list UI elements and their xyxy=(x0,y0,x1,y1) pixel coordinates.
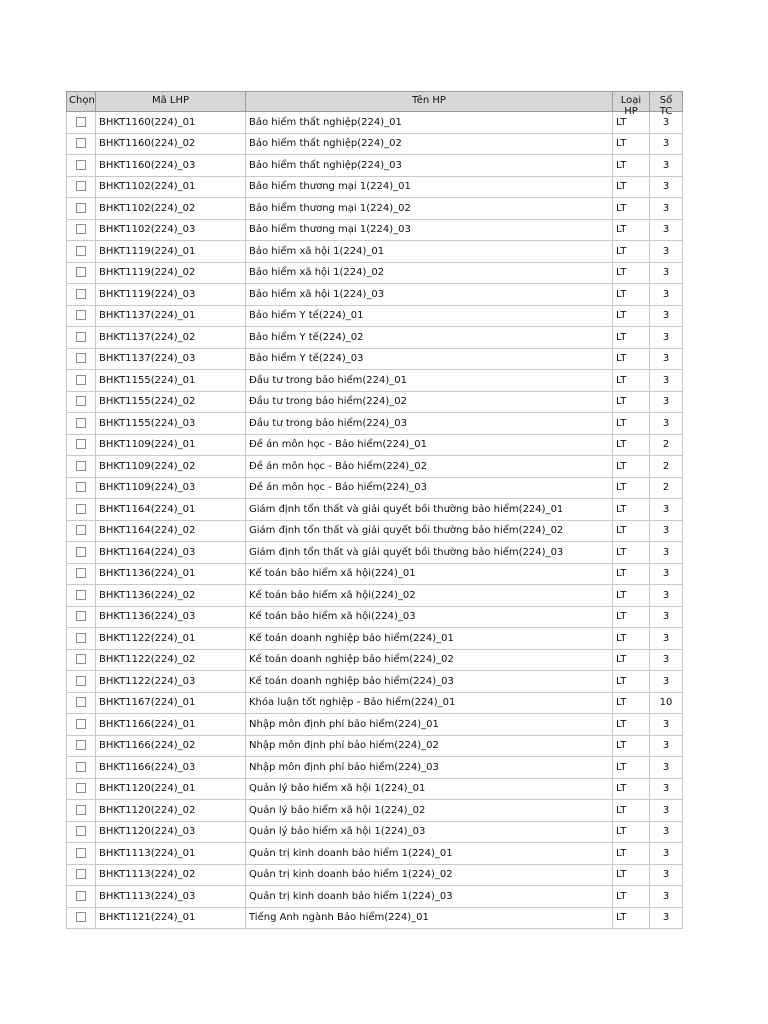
credits: 3 xyxy=(650,649,683,671)
section-code: BHKT1120(224)_03 xyxy=(96,821,246,843)
course-name: Quản trị kinh doanh bảo hiểm 1(224)_03 xyxy=(246,886,613,908)
course-type: LT xyxy=(613,606,650,628)
credits: 3 xyxy=(650,176,683,198)
course-name: Giám định tổn thất và giải quyết bồi thường bảo hiểm(224)_03 xyxy=(246,542,613,564)
section-code: BHKT1164(224)_01 xyxy=(96,499,246,521)
section-code: BHKT1155(224)_02 xyxy=(96,391,246,413)
table-row xyxy=(67,778,683,800)
select-cell xyxy=(67,907,96,929)
select-checkbox[interactable] xyxy=(76,375,86,385)
select-checkbox[interactable] xyxy=(76,826,86,836)
section-code: BHKT1137(224)_02 xyxy=(96,327,246,349)
course-type: LT xyxy=(613,327,650,349)
course-type: LT xyxy=(613,219,650,241)
select-checkbox[interactable] xyxy=(76,654,86,664)
course-type: LT xyxy=(613,391,650,413)
credits: 3 xyxy=(650,542,683,564)
table-row xyxy=(67,800,683,822)
select-checkbox[interactable] xyxy=(76,848,86,858)
credits: 3 xyxy=(650,821,683,843)
section-code: BHKT1109(224)_02 xyxy=(96,456,246,478)
course-type: LT xyxy=(613,262,650,284)
credits: 3 xyxy=(650,907,683,929)
section-code: BHKT1160(224)_01 xyxy=(96,112,246,134)
section-code: BHKT1113(224)_01 xyxy=(96,843,246,865)
select-cell xyxy=(67,391,96,413)
select-cell xyxy=(67,284,96,306)
select-checkbox[interactable] xyxy=(76,160,86,170)
select-checkbox[interactable] xyxy=(76,676,86,686)
course-name: Đầu tư trong bảo hiểm(224)_02 xyxy=(246,391,613,413)
credits: 3 xyxy=(650,284,683,306)
course-name: Bảo hiểm xã hội 1(224)_03 xyxy=(246,284,613,306)
course-name: Bảo hiểm Y tế(224)_01 xyxy=(246,305,613,327)
credits: 3 xyxy=(650,348,683,370)
section-code: BHKT1119(224)_03 xyxy=(96,284,246,306)
select-cell xyxy=(67,155,96,177)
course-type: LT xyxy=(613,198,650,220)
select-cell xyxy=(67,112,96,134)
credits: 2 xyxy=(650,456,683,478)
course-type: LT xyxy=(613,370,650,392)
select-checkbox[interactable] xyxy=(76,547,86,557)
select-cell xyxy=(67,262,96,284)
table-row xyxy=(67,907,683,929)
table-row xyxy=(67,198,683,220)
credits: 3 xyxy=(650,606,683,628)
section-code: BHKT1166(224)_02 xyxy=(96,735,246,757)
select-checkbox[interactable] xyxy=(76,224,86,234)
section-code: BHKT1160(224)_02 xyxy=(96,133,246,155)
course-name: Tiếng Anh ngành Bảo hiểm(224)_01 xyxy=(246,907,613,929)
table-row xyxy=(67,499,683,521)
select-cell xyxy=(67,628,96,650)
course-name: Quản trị kinh doanh bảo hiểm 1(224)_02 xyxy=(246,864,613,886)
select-cell xyxy=(67,499,96,521)
course-name: Đề án môn học - Bảo hiểm(224)_01 xyxy=(246,434,613,456)
course-type: LT xyxy=(613,714,650,736)
header-course-type: Loại HP xyxy=(613,92,650,112)
credits: 3 xyxy=(650,499,683,521)
select-cell xyxy=(67,520,96,542)
select-cell xyxy=(67,886,96,908)
section-code: BHKT1122(224)_02 xyxy=(96,649,246,671)
section-code: BHKT1102(224)_02 xyxy=(96,198,246,220)
credits: 2 xyxy=(650,434,683,456)
course-type: LT xyxy=(613,649,650,671)
section-code: BHKT1120(224)_02 xyxy=(96,800,246,822)
credits: 3 xyxy=(650,864,683,886)
course-type: LT xyxy=(613,800,650,822)
select-cell xyxy=(67,133,96,155)
section-code: BHKT1119(224)_01 xyxy=(96,241,246,263)
credits: 3 xyxy=(650,305,683,327)
section-code: BHKT1113(224)_02 xyxy=(96,864,246,886)
select-checkbox[interactable] xyxy=(76,439,86,449)
select-checkbox[interactable] xyxy=(76,740,86,750)
select-cell xyxy=(67,305,96,327)
select-checkbox[interactable] xyxy=(76,611,86,621)
select-checkbox[interactable] xyxy=(76,353,86,363)
select-checkbox[interactable] xyxy=(76,246,86,256)
section-code: BHKT1136(224)_03 xyxy=(96,606,246,628)
course-type: LT xyxy=(613,413,650,435)
select-checkbox[interactable] xyxy=(76,117,86,127)
course-name: Giám định tổn thất và giải quyết bồi thường bảo hiểm(224)_01 xyxy=(246,499,613,521)
select-checkbox[interactable] xyxy=(76,568,86,578)
select-cell xyxy=(67,757,96,779)
section-code: BHKT1160(224)_03 xyxy=(96,155,246,177)
course-name: Kế toán bảo hiểm xã hội(224)_03 xyxy=(246,606,613,628)
credits: 3 xyxy=(650,628,683,650)
credits: 3 xyxy=(650,778,683,800)
table-row xyxy=(67,757,683,779)
credits: 3 xyxy=(650,327,683,349)
section-code: BHKT1167(224)_01 xyxy=(96,692,246,714)
table-row xyxy=(67,563,683,585)
course-name: Kế toán doanh nghiệp bảo hiểm(224)_01 xyxy=(246,628,613,650)
credits: 10 xyxy=(650,692,683,714)
course-name: Giám định tổn thất và giải quyết bồi thường bảo hiểm(224)_02 xyxy=(246,520,613,542)
table-row xyxy=(67,413,683,435)
course-type: LT xyxy=(613,735,650,757)
course-name: Bảo hiểm Y tế(224)_03 xyxy=(246,348,613,370)
table-row xyxy=(67,327,683,349)
credits: 3 xyxy=(650,520,683,542)
course-name: Bảo hiểm xã hội 1(224)_01 xyxy=(246,241,613,263)
course-type: LT xyxy=(613,843,650,865)
select-checkbox[interactable] xyxy=(76,418,86,428)
table-row xyxy=(67,628,683,650)
select-cell xyxy=(67,456,96,478)
table-body xyxy=(67,112,683,929)
credits: 3 xyxy=(650,219,683,241)
table-row xyxy=(67,370,683,392)
header-section-code: Mã LHP xyxy=(96,92,246,112)
section-code: BHKT1166(224)_01 xyxy=(96,714,246,736)
credits: 3 xyxy=(650,391,683,413)
course-type: LT xyxy=(613,671,650,693)
course-type: LT xyxy=(613,155,650,177)
course-type: LT xyxy=(613,821,650,843)
table-row xyxy=(67,692,683,714)
table-header-row xyxy=(67,92,683,112)
select-cell xyxy=(67,563,96,585)
credits: 3 xyxy=(650,714,683,736)
course-name: Bảo hiểm thất nghiệp(224)_01 xyxy=(246,112,613,134)
table-row xyxy=(67,219,683,241)
credits: 3 xyxy=(650,563,683,585)
select-checkbox[interactable] xyxy=(76,525,86,535)
select-checkbox[interactable] xyxy=(76,783,86,793)
course-name: Kế toán bảo hiểm xã hội(224)_02 xyxy=(246,585,613,607)
course-name: Bảo hiểm thương mại 1(224)_02 xyxy=(246,198,613,220)
section-code: BHKT1136(224)_01 xyxy=(96,563,246,585)
table-row xyxy=(67,241,683,263)
section-code: BHKT1122(224)_03 xyxy=(96,671,246,693)
select-cell xyxy=(67,348,96,370)
course-name: Đề án môn học - Bảo hiểm(224)_02 xyxy=(246,456,613,478)
credits: 3 xyxy=(650,112,683,134)
table-row xyxy=(67,821,683,843)
table-row xyxy=(67,671,683,693)
select-checkbox[interactable] xyxy=(76,332,86,342)
select-checkbox[interactable] xyxy=(76,590,86,600)
course-name: Quản lý bảo hiểm xã hội 1(224)_01 xyxy=(246,778,613,800)
section-code: BHKT1155(224)_03 xyxy=(96,413,246,435)
course-type: LT xyxy=(613,133,650,155)
course-type: LT xyxy=(613,520,650,542)
course-name: Bảo hiểm xã hội 1(224)_02 xyxy=(246,262,613,284)
course-name: Bảo hiểm thất nghiệp(224)_02 xyxy=(246,133,613,155)
credits: 2 xyxy=(650,477,683,499)
header-credits: Số TC xyxy=(650,92,683,112)
select-cell xyxy=(67,477,96,499)
select-cell xyxy=(67,542,96,564)
course-type: LT xyxy=(613,477,650,499)
section-code: BHKT1119(224)_02 xyxy=(96,262,246,284)
course-name: Nhập môn định phí bảo hiểm(224)_03 xyxy=(246,757,613,779)
section-code: BHKT1109(224)_01 xyxy=(96,434,246,456)
select-checkbox[interactable] xyxy=(76,203,86,213)
select-checkbox[interactable] xyxy=(76,697,86,707)
course-type: LT xyxy=(613,628,650,650)
table-row xyxy=(67,542,683,564)
course-name: Khóa luận tốt nghiệp - Bảo hiểm(224)_01 xyxy=(246,692,613,714)
section-code: BHKT1122(224)_01 xyxy=(96,628,246,650)
credits: 3 xyxy=(650,800,683,822)
course-section-table xyxy=(66,91,683,929)
select-cell xyxy=(67,864,96,886)
select-cell xyxy=(67,370,96,392)
select-checkbox[interactable] xyxy=(76,912,86,922)
course-type: LT xyxy=(613,692,650,714)
select-checkbox[interactable] xyxy=(76,482,86,492)
course-name: Kế toán doanh nghiệp bảo hiểm(224)_02 xyxy=(246,649,613,671)
table-row xyxy=(67,585,683,607)
course-type: LT xyxy=(613,886,650,908)
table-row xyxy=(67,456,683,478)
course-name: Nhập môn định phí bảo hiểm(224)_01 xyxy=(246,714,613,736)
select-cell xyxy=(67,843,96,865)
course-name: Nhập môn định phí bảo hiểm(224)_02 xyxy=(246,735,613,757)
section-code: BHKT1113(224)_03 xyxy=(96,886,246,908)
table-row xyxy=(67,886,683,908)
course-name: Đầu tư trong bảo hiểm(224)_01 xyxy=(246,370,613,392)
course-type: LT xyxy=(613,434,650,456)
select-checkbox[interactable] xyxy=(76,869,86,879)
course-type: LT xyxy=(613,563,650,585)
course-name: Bảo hiểm thương mại 1(224)_03 xyxy=(246,219,613,241)
course-name: Đề án môn học - Bảo hiểm(224)_03 xyxy=(246,477,613,499)
course-name: Bảo hiểm Y tế(224)_02 xyxy=(246,327,613,349)
table-row xyxy=(67,477,683,499)
select-cell xyxy=(67,176,96,198)
section-code: BHKT1109(224)_03 xyxy=(96,477,246,499)
select-cell xyxy=(67,714,96,736)
course-type: LT xyxy=(613,542,650,564)
section-code: BHKT1102(224)_01 xyxy=(96,176,246,198)
course-type: LT xyxy=(613,284,650,306)
course-type: LT xyxy=(613,907,650,929)
credits: 3 xyxy=(650,262,683,284)
header-select: Chọn xyxy=(67,92,96,112)
credits: 3 xyxy=(650,198,683,220)
header-course-name: Tên HP xyxy=(246,92,613,112)
course-name: Bảo hiểm thất nghiệp(224)_03 xyxy=(246,155,613,177)
course-type: LT xyxy=(613,112,650,134)
course-type: LT xyxy=(613,757,650,779)
select-cell xyxy=(67,778,96,800)
select-checkbox[interactable] xyxy=(76,396,86,406)
course-type: LT xyxy=(613,305,650,327)
select-cell xyxy=(67,692,96,714)
select-checkbox[interactable] xyxy=(76,633,86,643)
course-section-table-container xyxy=(66,91,682,929)
select-cell xyxy=(67,800,96,822)
table-row xyxy=(67,649,683,671)
select-cell xyxy=(67,413,96,435)
course-type: LT xyxy=(613,864,650,886)
credits: 3 xyxy=(650,735,683,757)
section-code: BHKT1121(224)_01 xyxy=(96,907,246,929)
select-cell xyxy=(67,241,96,263)
select-checkbox[interactable] xyxy=(76,762,86,772)
table-row xyxy=(67,305,683,327)
course-type: LT xyxy=(613,499,650,521)
course-name: Kế toán bảo hiểm xã hội(224)_01 xyxy=(246,563,613,585)
credits: 3 xyxy=(650,585,683,607)
table-row xyxy=(67,262,683,284)
course-type: LT xyxy=(613,585,650,607)
table-row xyxy=(67,606,683,628)
select-checkbox[interactable] xyxy=(76,461,86,471)
course-type: LT xyxy=(613,778,650,800)
table-row xyxy=(67,864,683,886)
course-name: Bảo hiểm thương mại 1(224)_01 xyxy=(246,176,613,198)
table-row xyxy=(67,348,683,370)
select-cell xyxy=(67,821,96,843)
select-cell xyxy=(67,434,96,456)
table-row xyxy=(67,133,683,155)
credits: 3 xyxy=(650,370,683,392)
table-row xyxy=(67,284,683,306)
select-checkbox[interactable] xyxy=(76,891,86,901)
section-code: BHKT1137(224)_01 xyxy=(96,305,246,327)
section-code: BHKT1136(224)_02 xyxy=(96,585,246,607)
section-code: BHKT1120(224)_01 xyxy=(96,778,246,800)
select-checkbox[interactable] xyxy=(76,267,86,277)
table-row xyxy=(67,391,683,413)
course-name: Quản lý bảo hiểm xã hội 1(224)_03 xyxy=(246,821,613,843)
credits: 3 xyxy=(650,671,683,693)
table-row xyxy=(67,434,683,456)
select-cell xyxy=(67,327,96,349)
select-cell xyxy=(67,649,96,671)
credits: 3 xyxy=(650,757,683,779)
table-row xyxy=(67,843,683,865)
table-row xyxy=(67,714,683,736)
section-code: BHKT1166(224)_03 xyxy=(96,757,246,779)
course-name: Đầu tư trong bảo hiểm(224)_03 xyxy=(246,413,613,435)
select-checkbox[interactable] xyxy=(76,719,86,729)
section-code: BHKT1164(224)_03 xyxy=(96,542,246,564)
course-type: LT xyxy=(613,176,650,198)
table-row xyxy=(67,176,683,198)
course-name: Quản lý bảo hiểm xã hội 1(224)_02 xyxy=(246,800,613,822)
section-code: BHKT1102(224)_03 xyxy=(96,219,246,241)
credits: 3 xyxy=(650,155,683,177)
table-row xyxy=(67,735,683,757)
select-checkbox[interactable] xyxy=(76,138,86,148)
credits: 3 xyxy=(650,413,683,435)
select-checkbox[interactable] xyxy=(76,310,86,320)
credits: 3 xyxy=(650,843,683,865)
select-checkbox[interactable] xyxy=(76,805,86,815)
course-name: Quản trị kinh doanh bảo hiểm 1(224)_01 xyxy=(246,843,613,865)
credits: 3 xyxy=(650,886,683,908)
section-code: BHKT1164(224)_02 xyxy=(96,520,246,542)
course-type: LT xyxy=(613,241,650,263)
credits: 3 xyxy=(650,133,683,155)
table-row xyxy=(67,520,683,542)
select-cell xyxy=(67,671,96,693)
table-row xyxy=(67,112,683,134)
credits: 3 xyxy=(650,241,683,263)
table-row xyxy=(67,155,683,177)
select-cell xyxy=(67,585,96,607)
select-checkbox[interactable] xyxy=(76,181,86,191)
select-cell xyxy=(67,735,96,757)
section-code: BHKT1155(224)_01 xyxy=(96,370,246,392)
course-type: LT xyxy=(613,348,650,370)
select-checkbox[interactable] xyxy=(76,504,86,514)
select-cell xyxy=(67,219,96,241)
select-cell xyxy=(67,606,96,628)
select-cell xyxy=(67,198,96,220)
course-type: LT xyxy=(613,456,650,478)
select-checkbox[interactable] xyxy=(76,289,86,299)
section-code: BHKT1137(224)_03 xyxy=(96,348,246,370)
course-name: Kế toán doanh nghiệp bảo hiểm(224)_03 xyxy=(246,671,613,693)
